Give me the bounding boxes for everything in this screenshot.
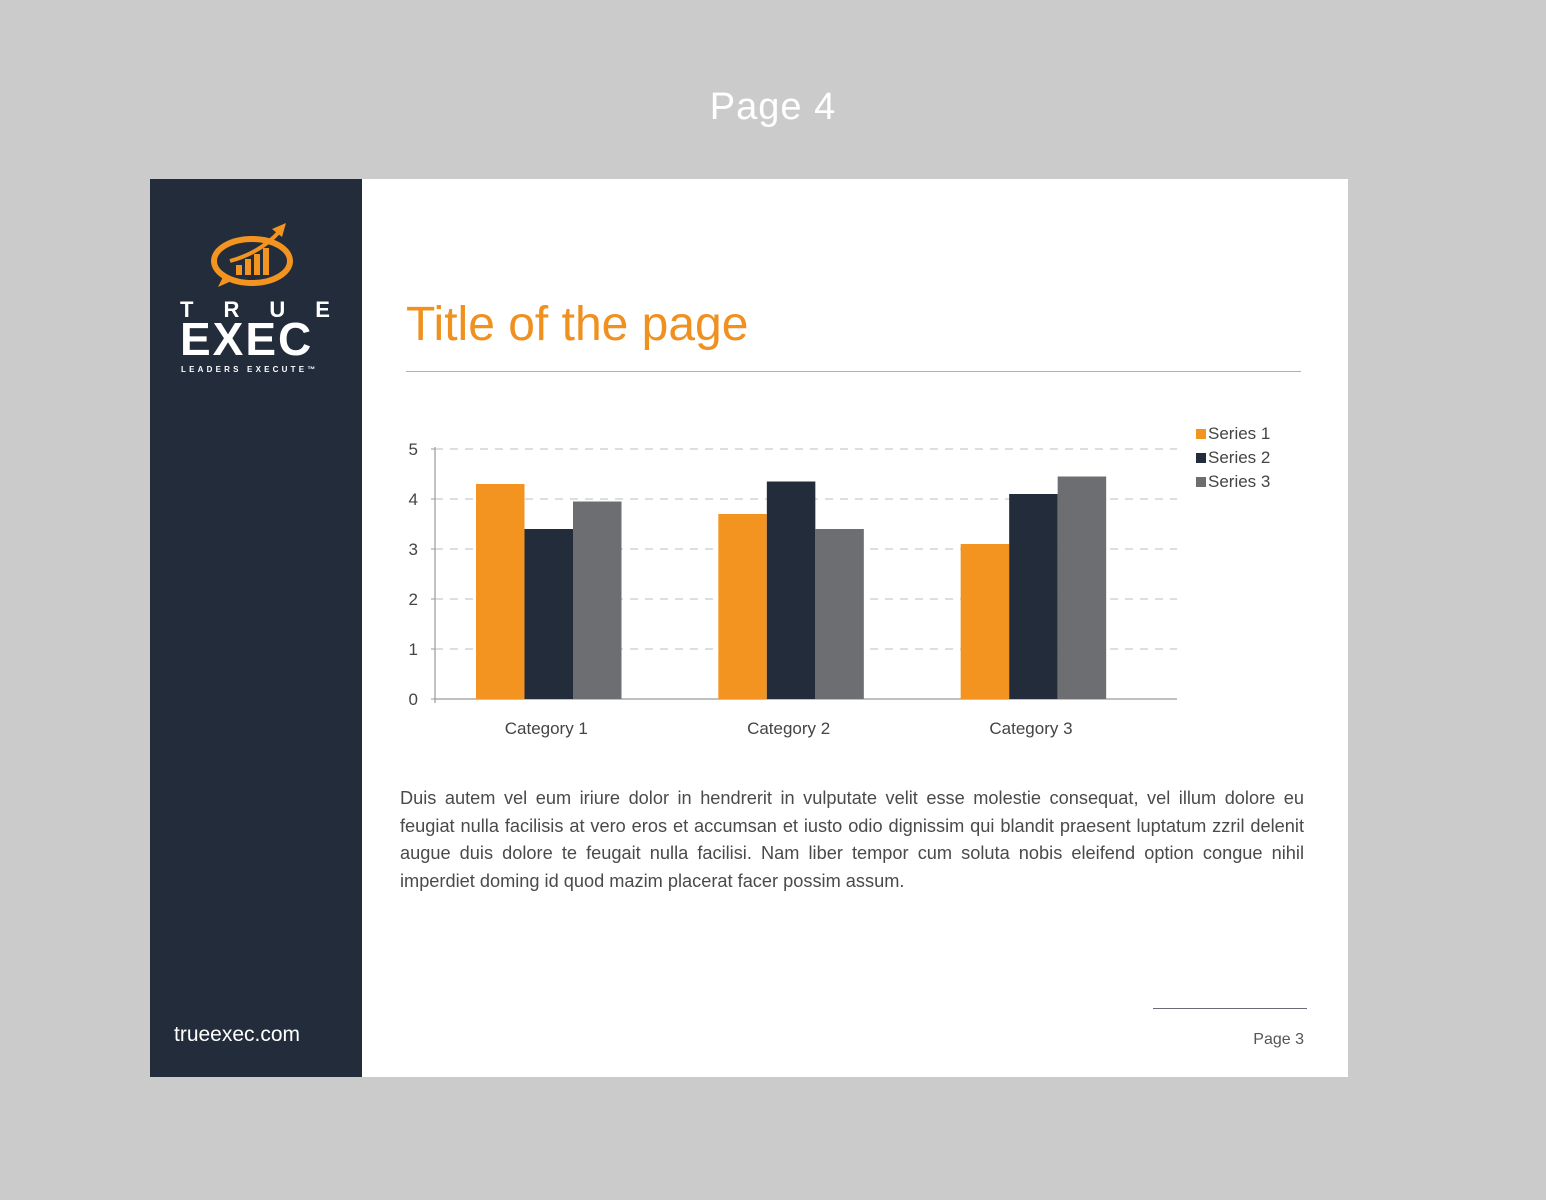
logo-word-true-text: TRUE	[180, 297, 360, 322]
bar	[1009, 494, 1058, 699]
page-title: Title of the page	[406, 298, 749, 351]
page-number: Page 3	[1253, 1031, 1304, 1048]
bar-chart	[390, 419, 1271, 749]
x-tick-label: Category 1	[504, 719, 588, 738]
y-tick-label: 4	[408, 490, 418, 509]
logo	[180, 221, 360, 381]
website-link[interactable]: trueexec.com	[174, 1023, 301, 1046]
logo-tagline: LEADERS EXECUTE™	[181, 365, 319, 374]
y-tick-label: 3	[408, 540, 418, 559]
bar	[718, 514, 767, 699]
legend-label: Series 2	[1208, 448, 1271, 467]
bar	[525, 529, 574, 699]
bar	[961, 544, 1010, 699]
bar	[815, 529, 864, 699]
x-tick-label: Category 2	[747, 719, 831, 738]
bar	[573, 502, 622, 700]
legend-label: Series 3	[1208, 472, 1271, 491]
logo-word-exec: EXEC	[180, 313, 314, 365]
document-page	[150, 179, 1348, 1077]
legend-label: Series 1	[1208, 424, 1271, 443]
legend-swatch	[1196, 477, 1206, 487]
bar	[476, 484, 525, 699]
footer-divider	[1153, 1008, 1307, 1009]
body-paragraph: Duis autem vel eum iriure dolor in hendrerit in vulputate velit esse molestie consequat, vel illum dolore eu feugiat nulla facilisis at vero eros et accumsan et iusto odio dignissim qui blandit praesent luptatum zzril delenit augue duis dolore te feugait nulla facilisi. Nam liber tempor cum soluta nobis eleifend option congue nihil imperdiet doming id quod mazim placerat facer possim assum.	[400, 788, 1304, 891]
bar	[767, 482, 816, 700]
page-label: Page 4	[709, 86, 837, 128]
sidebar	[150, 179, 362, 1077]
logo-chart-icon	[210, 221, 302, 291]
y-tick-label: 5	[408, 440, 418, 459]
legend-swatch	[1196, 429, 1206, 439]
x-tick-label: Category 3	[989, 719, 1073, 738]
y-tick-label: 0	[408, 690, 418, 709]
bar	[1058, 477, 1107, 700]
legend-swatch	[1196, 453, 1206, 463]
title-divider	[406, 371, 1301, 372]
y-tick-label: 2	[408, 590, 418, 609]
y-tick-label: 1	[408, 640, 418, 659]
